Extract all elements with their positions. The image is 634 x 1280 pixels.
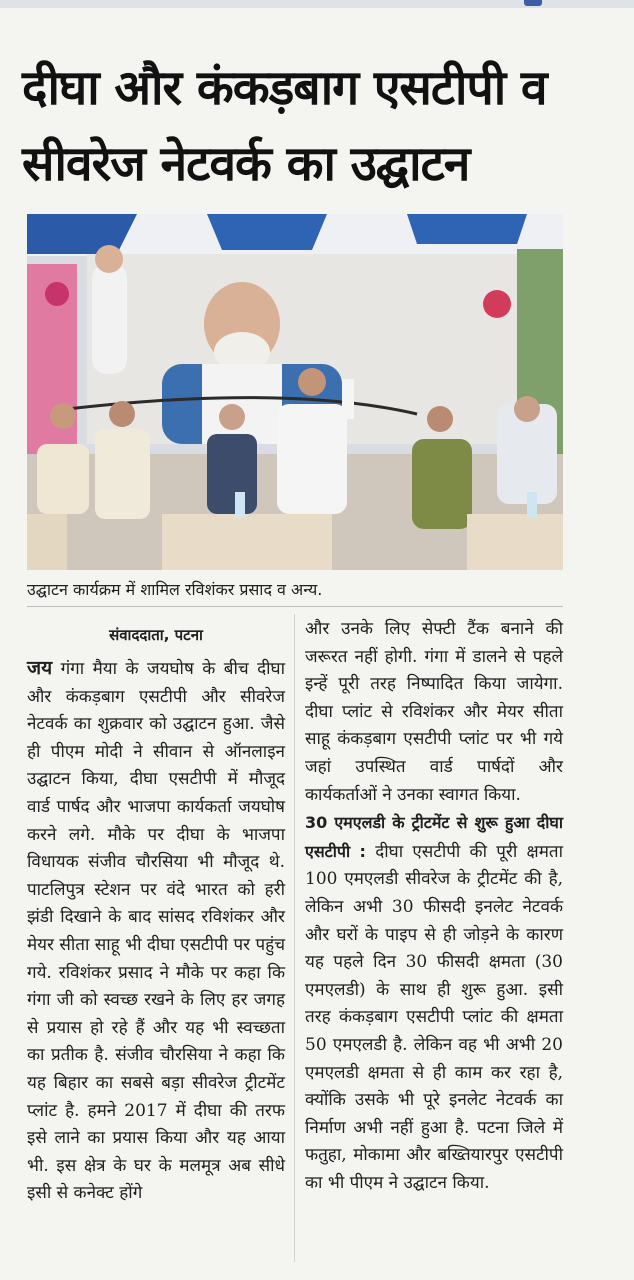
news-photo — [27, 214, 563, 570]
article-paragraph-1-text: गंगा मैया के जयघोष के बीच दीघा और कंकड़बाग एसटीपी और सीवरेज नेटवर्क का शुक्रवार को उद्घाटन हुआ. जैसे ही पीएम मोदी ने सीवान से ऑनलाइन उद्घाटन किया, दीघा एसटीपी में मौजूद वार्ड पार्षद और भाजपा कार्यकर्ता जयघोष करने लगे. मौके पर दीघा के भाजपा विधायक संजीव चौरसिया भी मौजूद थे. पाटलिपुत्र स्टेशन पर वंदे भारत को हरी झंडी दिखाने के बाद सांसद रविशंकर और मेयर सीता साहू भी दीघा एसटीपी पर पहुंच गये. रविशंकर प्रसाद ने मौके पर कहा कि गंगा जी को स्वच्छ रखने के लिए हर जगह से प्रयास हो रहे हैं और यह भी स्वच्छता का प्रतीक है. संजीव चौरसिया ने कहा कि यह बिहार का सबसे बड़ा सीवरेज ट्रीटमेंट प्लांट है. हमने 2017 में दीघा की तरफ इसे लाने का प्रयास किया और यह आया भी. इस क्षेत्र के घर के मलमूत्र अब सीधे इसी से कनेक्ट होंगे — [27, 659, 285, 1204]
article-paragraph-1 — [27, 655, 285, 1208]
byline: संवाददाता, पटना — [109, 626, 203, 644]
article-paragraph-3-text: दीघा एसटीपी की पूरी क्षमता 100 एमएलडी सीवरेज के ट्रीटमेंट की है, लेकिन अभी 30 फीसदी इनलेट नेटवर्क और घरों के पाइप से ही जोड़ने के कारण यह पहले दिन 30 फीसदी क्षमता (30 एमएलडी) के साथ ही शुरू हुआ. इसी तरह कंकड़बाग एसटीपी प्लांट की क्षमता 50 एमएलडी है. लेकिन वह भी अभी 20 एमएलडी क्षमता से ही काम कर रहा है, क्योंकि उसके भी पूरे इनलेट नेटवर्क का निर्माण अभी नहीं हुआ है. पटना जिले में फतुहा, मोकामा और बख्तियारपुर एसटीपी का भी पीएम ने उद्घाटन किया. — [305, 841, 564, 1193]
lead-word: जय — [27, 657, 53, 679]
top-blue-mark — [524, 0, 542, 6]
section-subhead: 30 एमएलडी के ट्रीटमेंट से शुरू हुआ दीघा एसटीपी : — [305, 813, 563, 861]
article-column-left — [27, 616, 285, 1208]
photo-caption: उद्घाटन कार्यक्रम में शामिल रविशंकर प्रसाद व अन्य. — [27, 580, 323, 599]
article-paragraph-2: और उनके लिए सेफ्टी टैंक बनाने की जरूरत नहीं होगी. गंगा में डालने से पहले इन्हें पूरी तरह निष्पादित किया जायेगा. दीघा प्लांट से रविशंकर और मेयर सीता साहू कंकड़बाग एसटीपी प्लांट पर भी गये जहां उपस्थित वार्ड पार्षदों और कार्यकर्ताओं ने उनका स्वागत किया. — [305, 619, 563, 805]
article-column-right — [305, 616, 563, 1197]
article-paragraph-3 — [305, 809, 563, 1197]
column-divider — [294, 614, 295, 1262]
page-top-strip — [0, 0, 634, 8]
headline: दीघा और कंकड़बाग एसटीपी व सीवरेज नेटवर्क का उद्घाटन — [22, 60, 547, 192]
caption-divider — [27, 606, 563, 607]
